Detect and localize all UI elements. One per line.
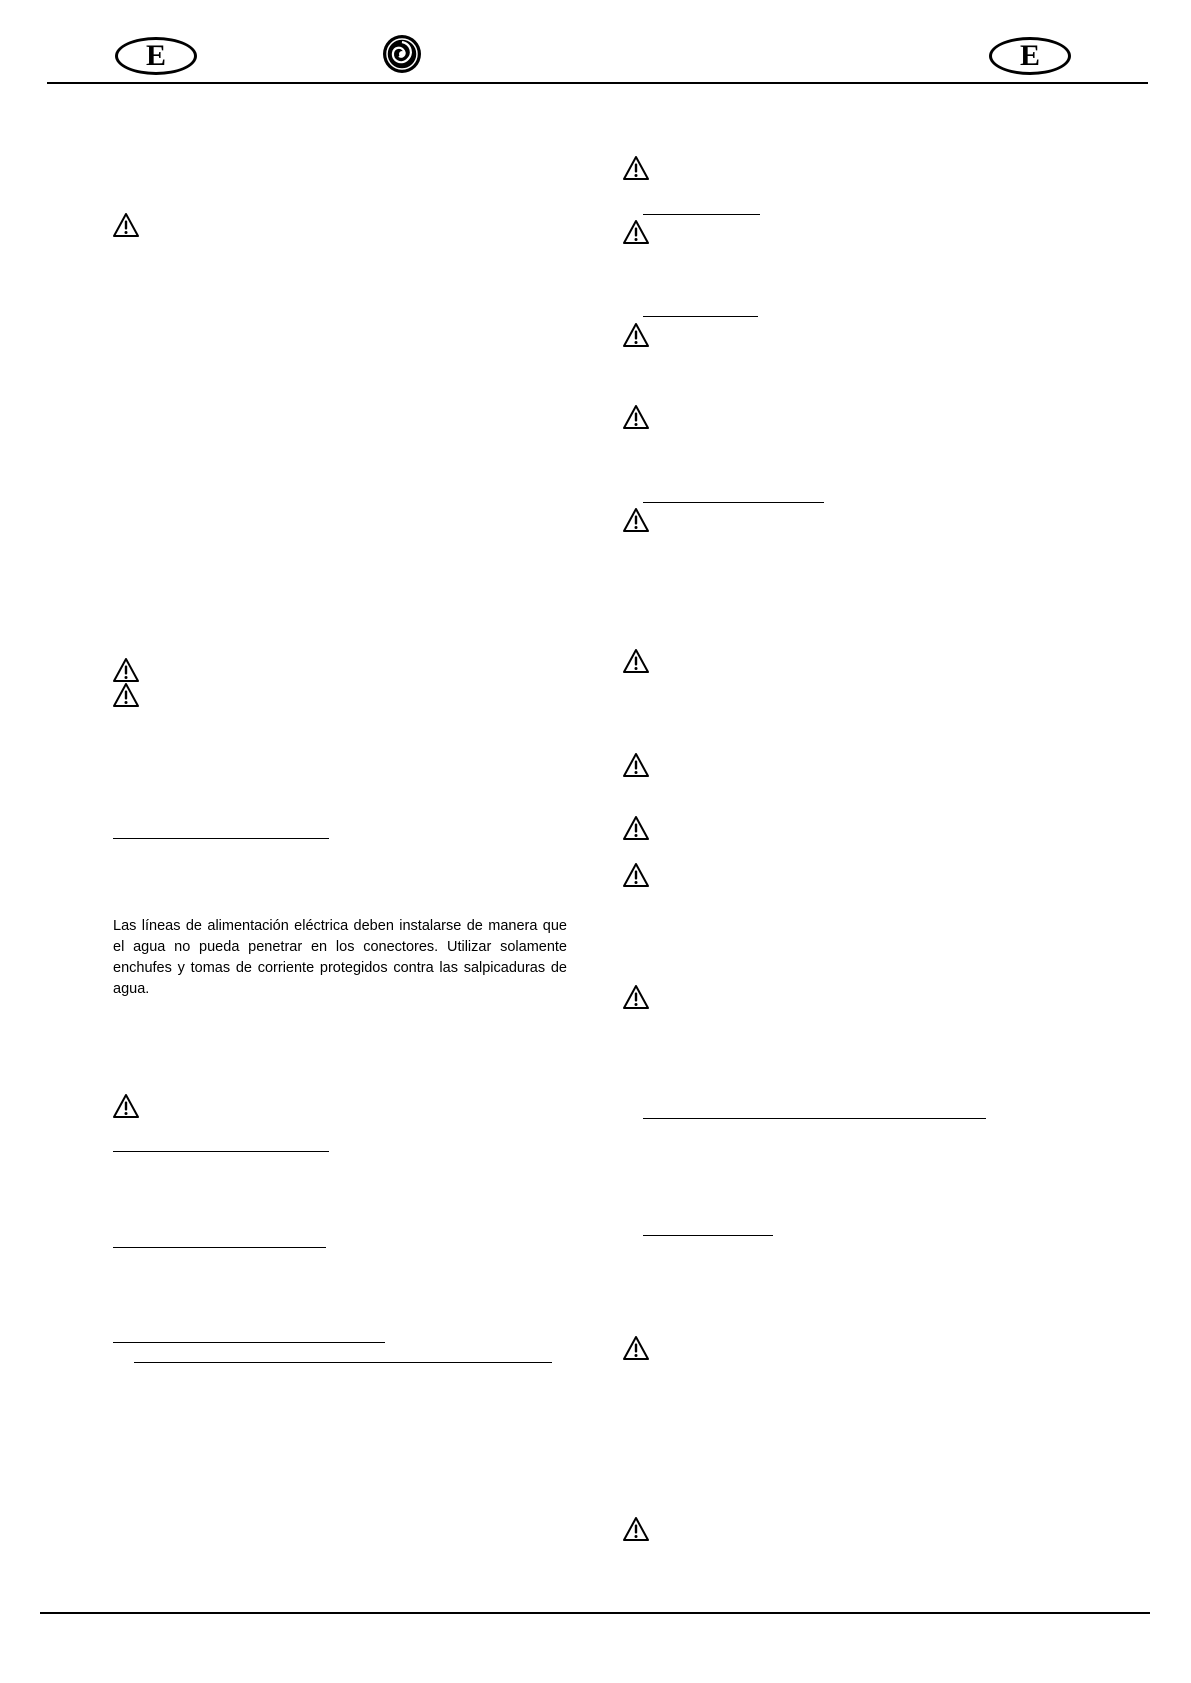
warning-triangle-icon (622, 1335, 650, 1361)
heading-underline (643, 502, 824, 503)
warning-triangle-icon (622, 507, 650, 533)
heading-underline (134, 1362, 552, 1363)
language-badge-left: E (115, 37, 197, 75)
warning-triangle-icon (622, 984, 650, 1010)
language-badge-right: E (989, 37, 1071, 75)
spiral-logo-icon (381, 33, 423, 75)
warning-triangle-icon (112, 657, 140, 683)
warning-triangle-icon (622, 815, 650, 841)
warning-triangle-icon (112, 212, 140, 238)
warning-triangle-icon (622, 404, 650, 430)
footer-rule (40, 1612, 1150, 1614)
heading-underline (643, 214, 760, 215)
heading-underline (113, 1247, 326, 1248)
warning-triangle-icon (622, 322, 650, 348)
warning-triangle-icon (622, 219, 650, 245)
warning-triangle-icon (622, 648, 650, 674)
warning-triangle-icon (622, 862, 650, 888)
heading-underline (113, 838, 329, 839)
warning-triangle-icon (622, 1516, 650, 1542)
heading-underline (643, 1235, 773, 1236)
warning-triangle-icon (112, 1093, 140, 1119)
warning-triangle-icon (622, 752, 650, 778)
electrical-installation-note: Las líneas de alimentación eléctrica deben instalarse de manera que el agua no pueda penetrar en los conectores. Utilizar solamente enchufes y tomas de corriente protegidos contra las salpicaduras de agua. (113, 918, 567, 997)
heading-underline (113, 1151, 329, 1152)
warning-triangle-icon (112, 682, 140, 708)
heading-underline (643, 316, 758, 317)
warning-triangle-icon (622, 155, 650, 181)
heading-underline (643, 1118, 986, 1119)
heading-underline (113, 1342, 385, 1343)
header-rule (47, 82, 1148, 84)
